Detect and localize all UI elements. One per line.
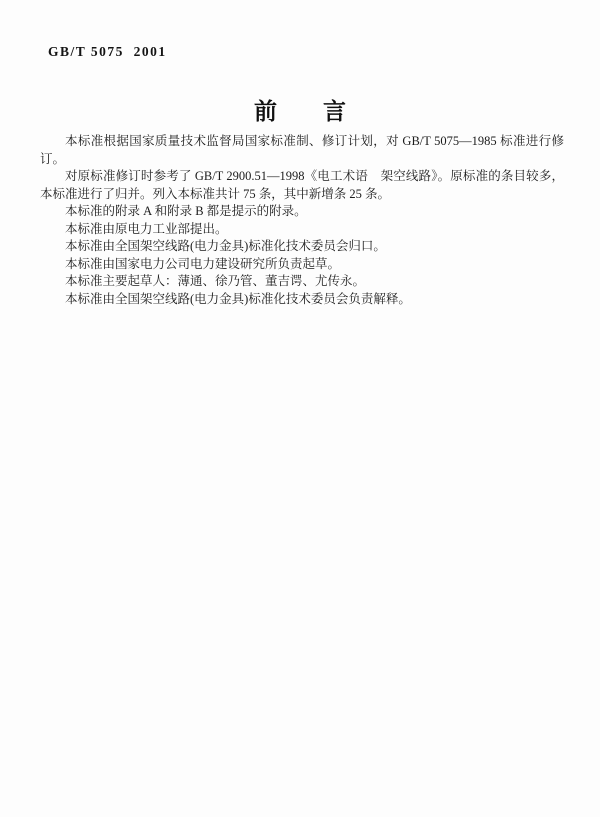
foreword-paragraph: 本标准由原电力工业部提出。 xyxy=(65,221,228,236)
foreword-paragraph: 本标准根据国家质量技术监督局国家标准制、修订计划，对 GB/T 5075—1985 标准进行修订。 xyxy=(40,134,564,166)
foreword-paragraph: 本标准由国家电力公司电力建设研究所负责起草。 xyxy=(65,256,341,271)
page-title: 前 言 xyxy=(254,99,346,124)
foreword-paragraph: 对原标准修订时参考了 GB/T 2900.51—1998《电工术语 架空线路》。原标准的条目较多，本标准进行了归并。列入本标准共计 75 条，其中新增条 25 条。 xyxy=(40,169,564,201)
standard-number: GB/T 5075 2001 xyxy=(48,44,167,59)
foreword-paragraph: 本标准由全国架空线路(电力金具)标准化技术委员会负责解释。 xyxy=(65,291,411,306)
foreword-paragraph: 本标准的附录 A 和附录 B 都是提示的附录。 xyxy=(65,204,307,218)
foreword-paragraph: 本标准主要起草人：薄通、徐乃管、董吉谔、尤传永。 xyxy=(65,274,366,288)
foreword-body xyxy=(40,133,564,308)
foreword-paragraph: 本标准由全国架空线路(电力金具)标准化技术委员会归口。 xyxy=(65,239,386,253)
